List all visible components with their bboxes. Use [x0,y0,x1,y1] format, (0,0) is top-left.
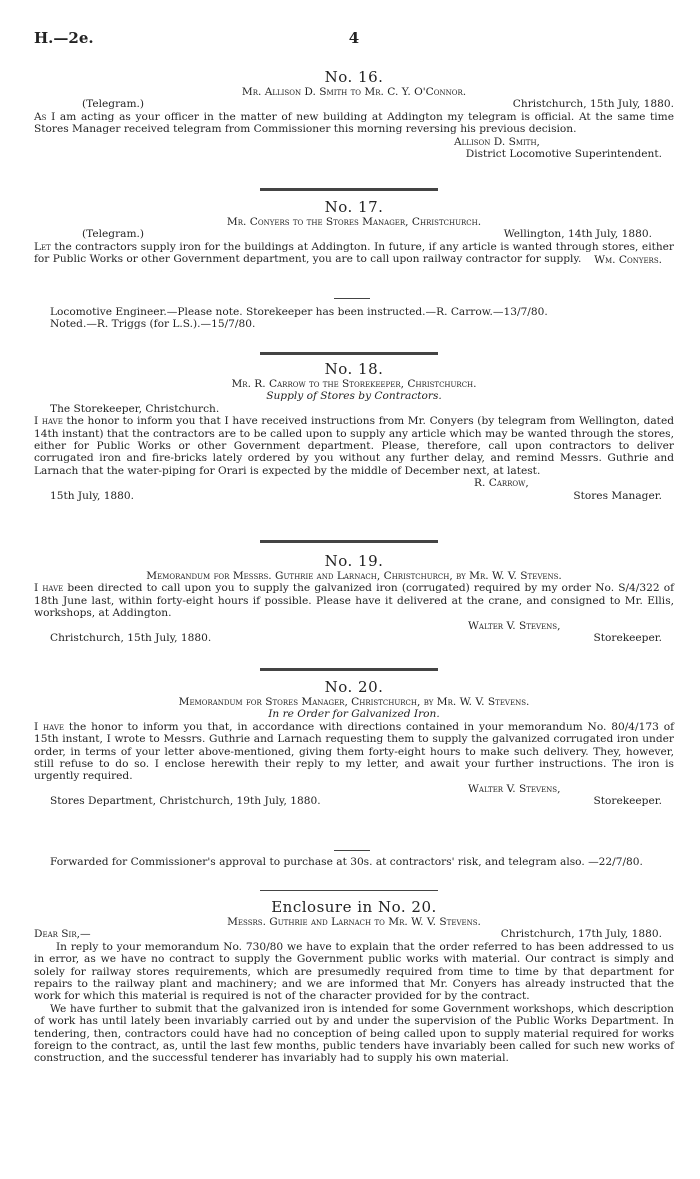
dateline [34,228,674,240]
dateline [34,632,674,644]
message-body: As I am acting as your officer in the matter of new building at Addington my telegram is official. At the same time Stores Manager received telegram from Commissioner this morning reversing his previous decision. [34,110,674,136]
message-body: I have the honor to inform you that, in accordance with directions contained in your memorandum No. 80/4/173 of 15th instant, I wrote to Messrs. Guthrie and Larnach requesting them to supply the galvanized corrugated iron under order, in terms of your letter above-mentioned, giving them forty-eight hours to make such delivery. They, however, still refuse to do so. I enclose herewith their reply to my letter, and await your further instructions. The iron is urgently required. [34,720,674,783]
section-title: No. 17. [324,198,384,216]
section-title: No. 19. [324,552,384,570]
signature-title: District Locomotive Superintendent. [465,148,662,161]
section-parties: Mr. R. Carrow to the Storekeeper, Christchurch. [231,378,477,390]
section-subject: Supply of Stores by Contractors. [266,390,442,403]
signature-name: Walter V. Stevens, [468,782,561,795]
dateline [34,98,674,110]
section-divider [260,188,438,191]
signature-title: Stores Manager. [573,489,662,502]
message-type: (Telegram.) [82,228,145,241]
signature-name: Wm. Conyers. [594,253,662,266]
signature-title: Storekeeper. [593,632,662,645]
forward-note [34,856,674,868]
letter-paragraph: In reply to your memorandum No. 730/80 we have to explain that the order referred to has been addressed to us in error, as we have no contract to supply the Government public works with material. Our contract is simply and solely for railway stores requirements, which are presumedly required from time to time by that department for repairs to the railway plant and machinery; and we are informed that Mr. Conyers has already instructed that the work for which this material is required is not of the character provided for by the contract. [34,940,674,1003]
section-divider [260,540,438,543]
page-header [34,29,674,52]
place-date: Christchurch, 15th July, 1880. [50,632,212,645]
section-no-18 [34,360,674,502]
section-no-19 [34,552,674,644]
message-body: I have been directed to call upon you to supply the galvanized iron (corrugated) required by my order No. S/4/322 of 18th June last, within forty-eight hours if possible. Please have it delivered at the crane, and consigned to Mr. Ellis, workshops, at Addington. [34,582,674,620]
section-no-20 [34,678,674,808]
message-body: Let the contractors supply iron for the buildings at Addington. In future, if any article is wanted through stores, either for Public Works or other Government department, you are to call upon railway contractor for supply. [34,240,674,266]
place-date: Christchurch, 15th July, 1880. [512,98,674,111]
section-title: Enclosure in No. 20. [271,898,437,916]
dateline [34,928,674,940]
signature-name: R. Carrow, [474,477,529,490]
forward-text: Forwarded for Commissioner's approval to purchase at 30s. at contractors' risk, and telegram also. —22/7/80. [50,856,643,868]
section-parties: Memorandum for Stores Manager, Christchurch, by Mr. W. V. Stevens. [178,696,530,708]
signature-name: Walter V. Stevens, [468,619,561,632]
section-divider [260,668,438,671]
section-subject: In re Order for Galvanized Iron. [268,708,440,721]
signature-title: Storekeeper. [593,795,662,808]
message-type: (Telegram.) [82,98,145,111]
section-parties: Memorandum for Messrs. Guthrie and Larnach, Christchurch, by Mr. W. V. Stevens. [146,570,562,582]
dateline [34,795,674,807]
signature-name: Allison D. Smith, [454,135,540,148]
letter-date: 15th July, 1880. [50,489,135,502]
letter-paragraph: We have further to submit that the galvanized iron is intended for some Government workshops, which description of work has until lately been invariably carried out by and under the supervision of the Public Works Department. In tendering, then, contractors could have had no conception of being called upon to supply material required for works foreign to the contract, as, until the last few months, public tenders have invariably been called for such new works of construction, and the successful tenderer has invariably had to supply his own material. [34,1002,674,1065]
section-title: No. 18. [324,360,384,378]
note-line: Noted.—R. Triggs (for L.S.).—15/7/80. [50,318,256,331]
place-date: Christchurch, 17th July, 1880. [500,928,662,941]
section-no-17-notes [34,306,674,331]
section-enclosure [34,898,674,1065]
message-body: I have the honor to inform you that I have received instructions from Mr. Conyers (by telegram from Wellington, dated 14th instant) that the contractors are to be called upon to supply any article which may be wanted through the stores, either for Public Works or other Government department. Please, therefore, call upon contractors to deliver corrugated iron and fire-bricks lately ordered by you without any further delay, and remind Messrs. Guthrie and Larnach that the water-piping for Orari is expected by the middle of December next, at latest. [34,415,674,477]
section-divider [260,890,438,891]
place-date: Stores Department, Christchurch, 19th July, 1880. [50,795,321,808]
section-title: No. 20. [324,678,384,696]
place-date: Wellington, 14th July, 1880. [503,228,652,241]
dateline [34,490,674,502]
short-divider [334,298,370,299]
note-line: Locomotive Engineer.—Please note. Storekeeper has been instructed.—R. Carrow.—13/7/80. [50,306,548,318]
document-reference: H.—2e. [34,29,94,47]
section-parties: Messrs. Guthrie and Larnach to Mr. W. V. Stevens. [227,916,481,928]
section-no-17 [34,198,674,266]
salutation: Dear Sir,— [34,928,91,941]
section-divider [260,352,438,355]
section-no-16 [34,68,674,160]
section-parties: Mr. Allison D. Smith to Mr. C. Y. O'Connor. [241,86,467,98]
section-parties: Mr. Conyers to the Stores Manager, Christchurch. [226,216,482,228]
section-title: No. 16. [324,68,384,86]
short-divider [334,850,370,851]
page-number: 4 [348,29,360,47]
addressee: The Storekeeper, Christchurch. [50,402,220,415]
